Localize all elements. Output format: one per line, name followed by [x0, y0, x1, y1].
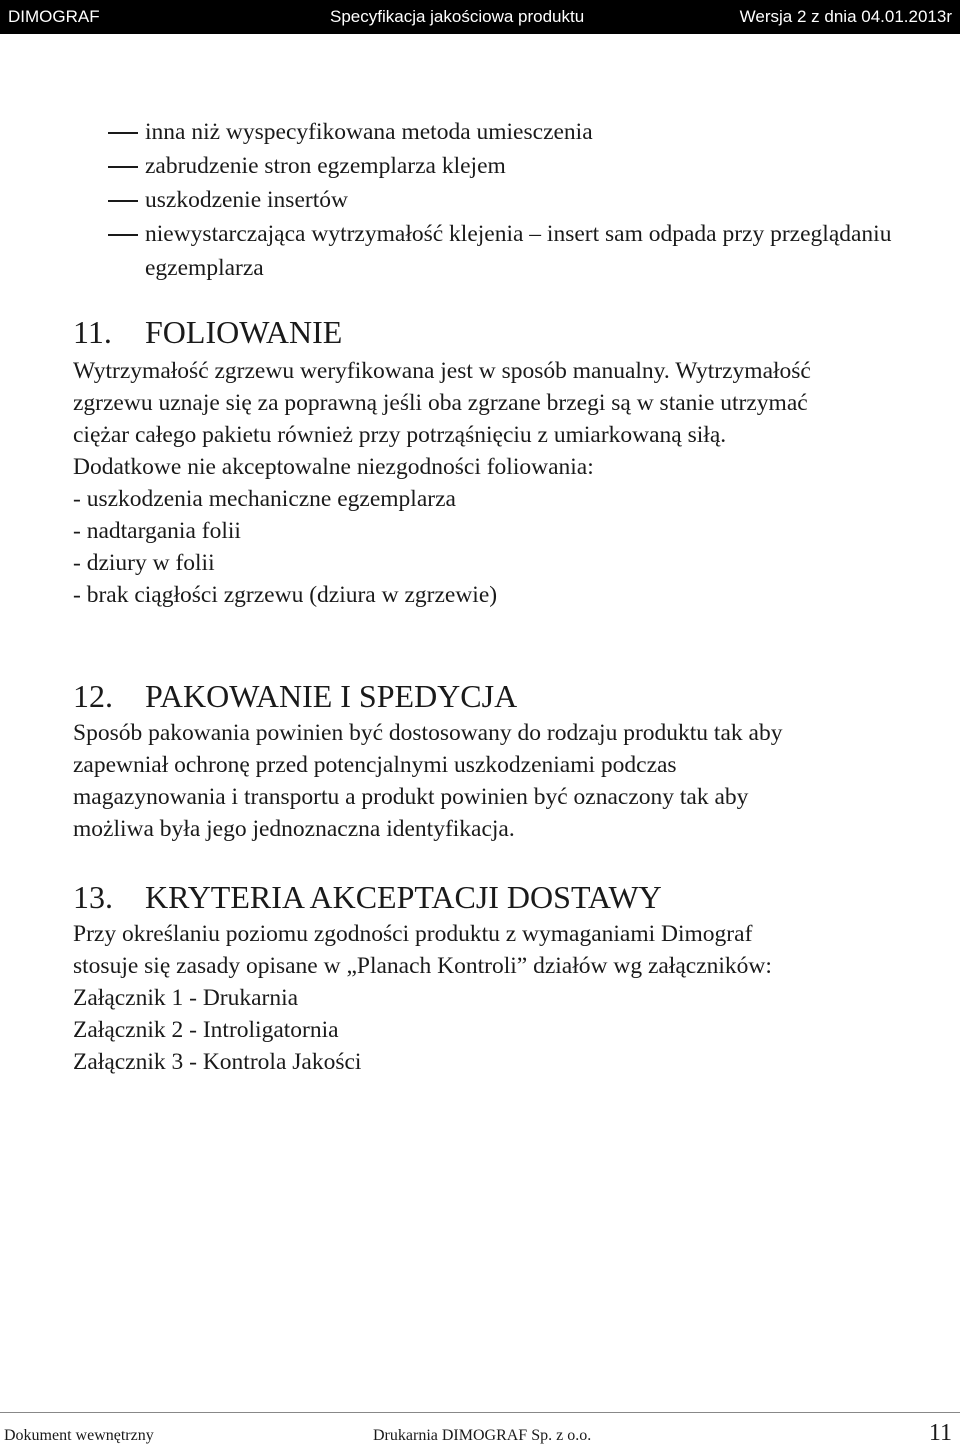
section-number: 13. — [73, 879, 113, 915]
section-body — [73, 717, 933, 845]
section-title: KRYTERIA AKCEPTACJI DOSTAWY — [145, 879, 662, 915]
body-line: Załącznik 1 - Drukarnia — [73, 985, 299, 1011]
footer-company: Drukarnia DIMOGRAF Sp. z o.o. — [373, 1427, 592, 1444]
body-line: Załącznik 2 - Introligatornia — [73, 1017, 339, 1043]
body-line: zgrzewu uznaje się za poprawną jeśli oba zgrzane brzegi są w stanie utrzymać — [73, 390, 808, 416]
section-title: FOLIOWANIE — [145, 314, 343, 350]
section-kryteria — [73, 877, 933, 1078]
body-line: magazynowania i transportu a produkt powinien być oznaczony tak aby — [73, 784, 749, 810]
list-item-text: inna niż wyspecyfikowana metoda umiesczenia — [145, 119, 593, 145]
header-version: Wersja 2 z dnia 04.01.2013r — [739, 7, 952, 26]
section-heading — [73, 676, 933, 716]
body-line: Przy określaniu poziomu zgodności produktu z wymaganiami Dimograf — [73, 921, 753, 947]
body-line: - nadtargania folii — [73, 518, 241, 544]
list-item — [0, 217, 960, 285]
list-item-text: niewystarczająca wytrzymałość klejenia – insert sam odpada przy przeglądaniu egzemplarza — [145, 221, 892, 281]
body-line: Wytrzymałość zgrzewu weryfikowana jest w sposób manualny. Wytrzymałość — [73, 358, 811, 384]
section-foliowanie — [73, 312, 933, 611]
body-line: Sposób pakowania powinien być dostosowany do rodzaju produktu tak aby — [73, 720, 783, 746]
header-document-title: Specyfikacja jakościowa produktu — [330, 7, 585, 26]
section-body — [73, 918, 933, 1078]
section-number: 11. — [73, 314, 112, 350]
list-item-text: zabrudzenie stron egzemplarza klejem — [145, 153, 506, 179]
list-item — [0, 183, 960, 217]
list-item — [0, 149, 960, 183]
section-body — [73, 355, 933, 611]
page-footer — [0, 1412, 960, 1448]
body-line: Załącznik 3 - Kontrola Jakości — [73, 1049, 362, 1075]
section-number: 12. — [73, 678, 113, 714]
body-line: zapewniał ochronę przed potencjalnymi uszkodzeniami podczas — [73, 752, 677, 778]
body-line: - uszkodzenia mechaniczne egzemplarza — [73, 486, 456, 512]
defect-list — [0, 115, 960, 285]
page-number: 11 — [928, 1420, 952, 1446]
body-line: - dziury w folii — [73, 550, 215, 576]
body-line: stosuje się zasady opisane w „Planach Kontroli” działów wg załączników: — [73, 953, 772, 979]
list-item — [0, 115, 960, 149]
body-line: ciężar całego pakietu również przy potrząśnięciu z umiarkowaną siłą. — [73, 422, 727, 448]
section-heading — [73, 877, 933, 917]
body-line: - brak ciągłości zgrzewu (dziura w zgrzewie) — [73, 582, 498, 608]
body-line: Dodatkowe nie akceptowalne niezgodności foliowania: — [73, 454, 594, 480]
section-heading — [73, 312, 933, 352]
page-header — [0, 0, 960, 34]
section-title: PAKOWANIE I SPEDYCJA — [145, 678, 518, 714]
footer-document-type: Dokument wewnętrzny — [4, 1427, 154, 1444]
body-line: możliwa była jego jednoznaczna identyfikacja. — [73, 816, 515, 842]
section-pakowanie — [73, 676, 933, 845]
list-item-text: uszkodzenie insertów — [145, 187, 348, 213]
header-company: DIMOGRAF — [8, 7, 100, 26]
